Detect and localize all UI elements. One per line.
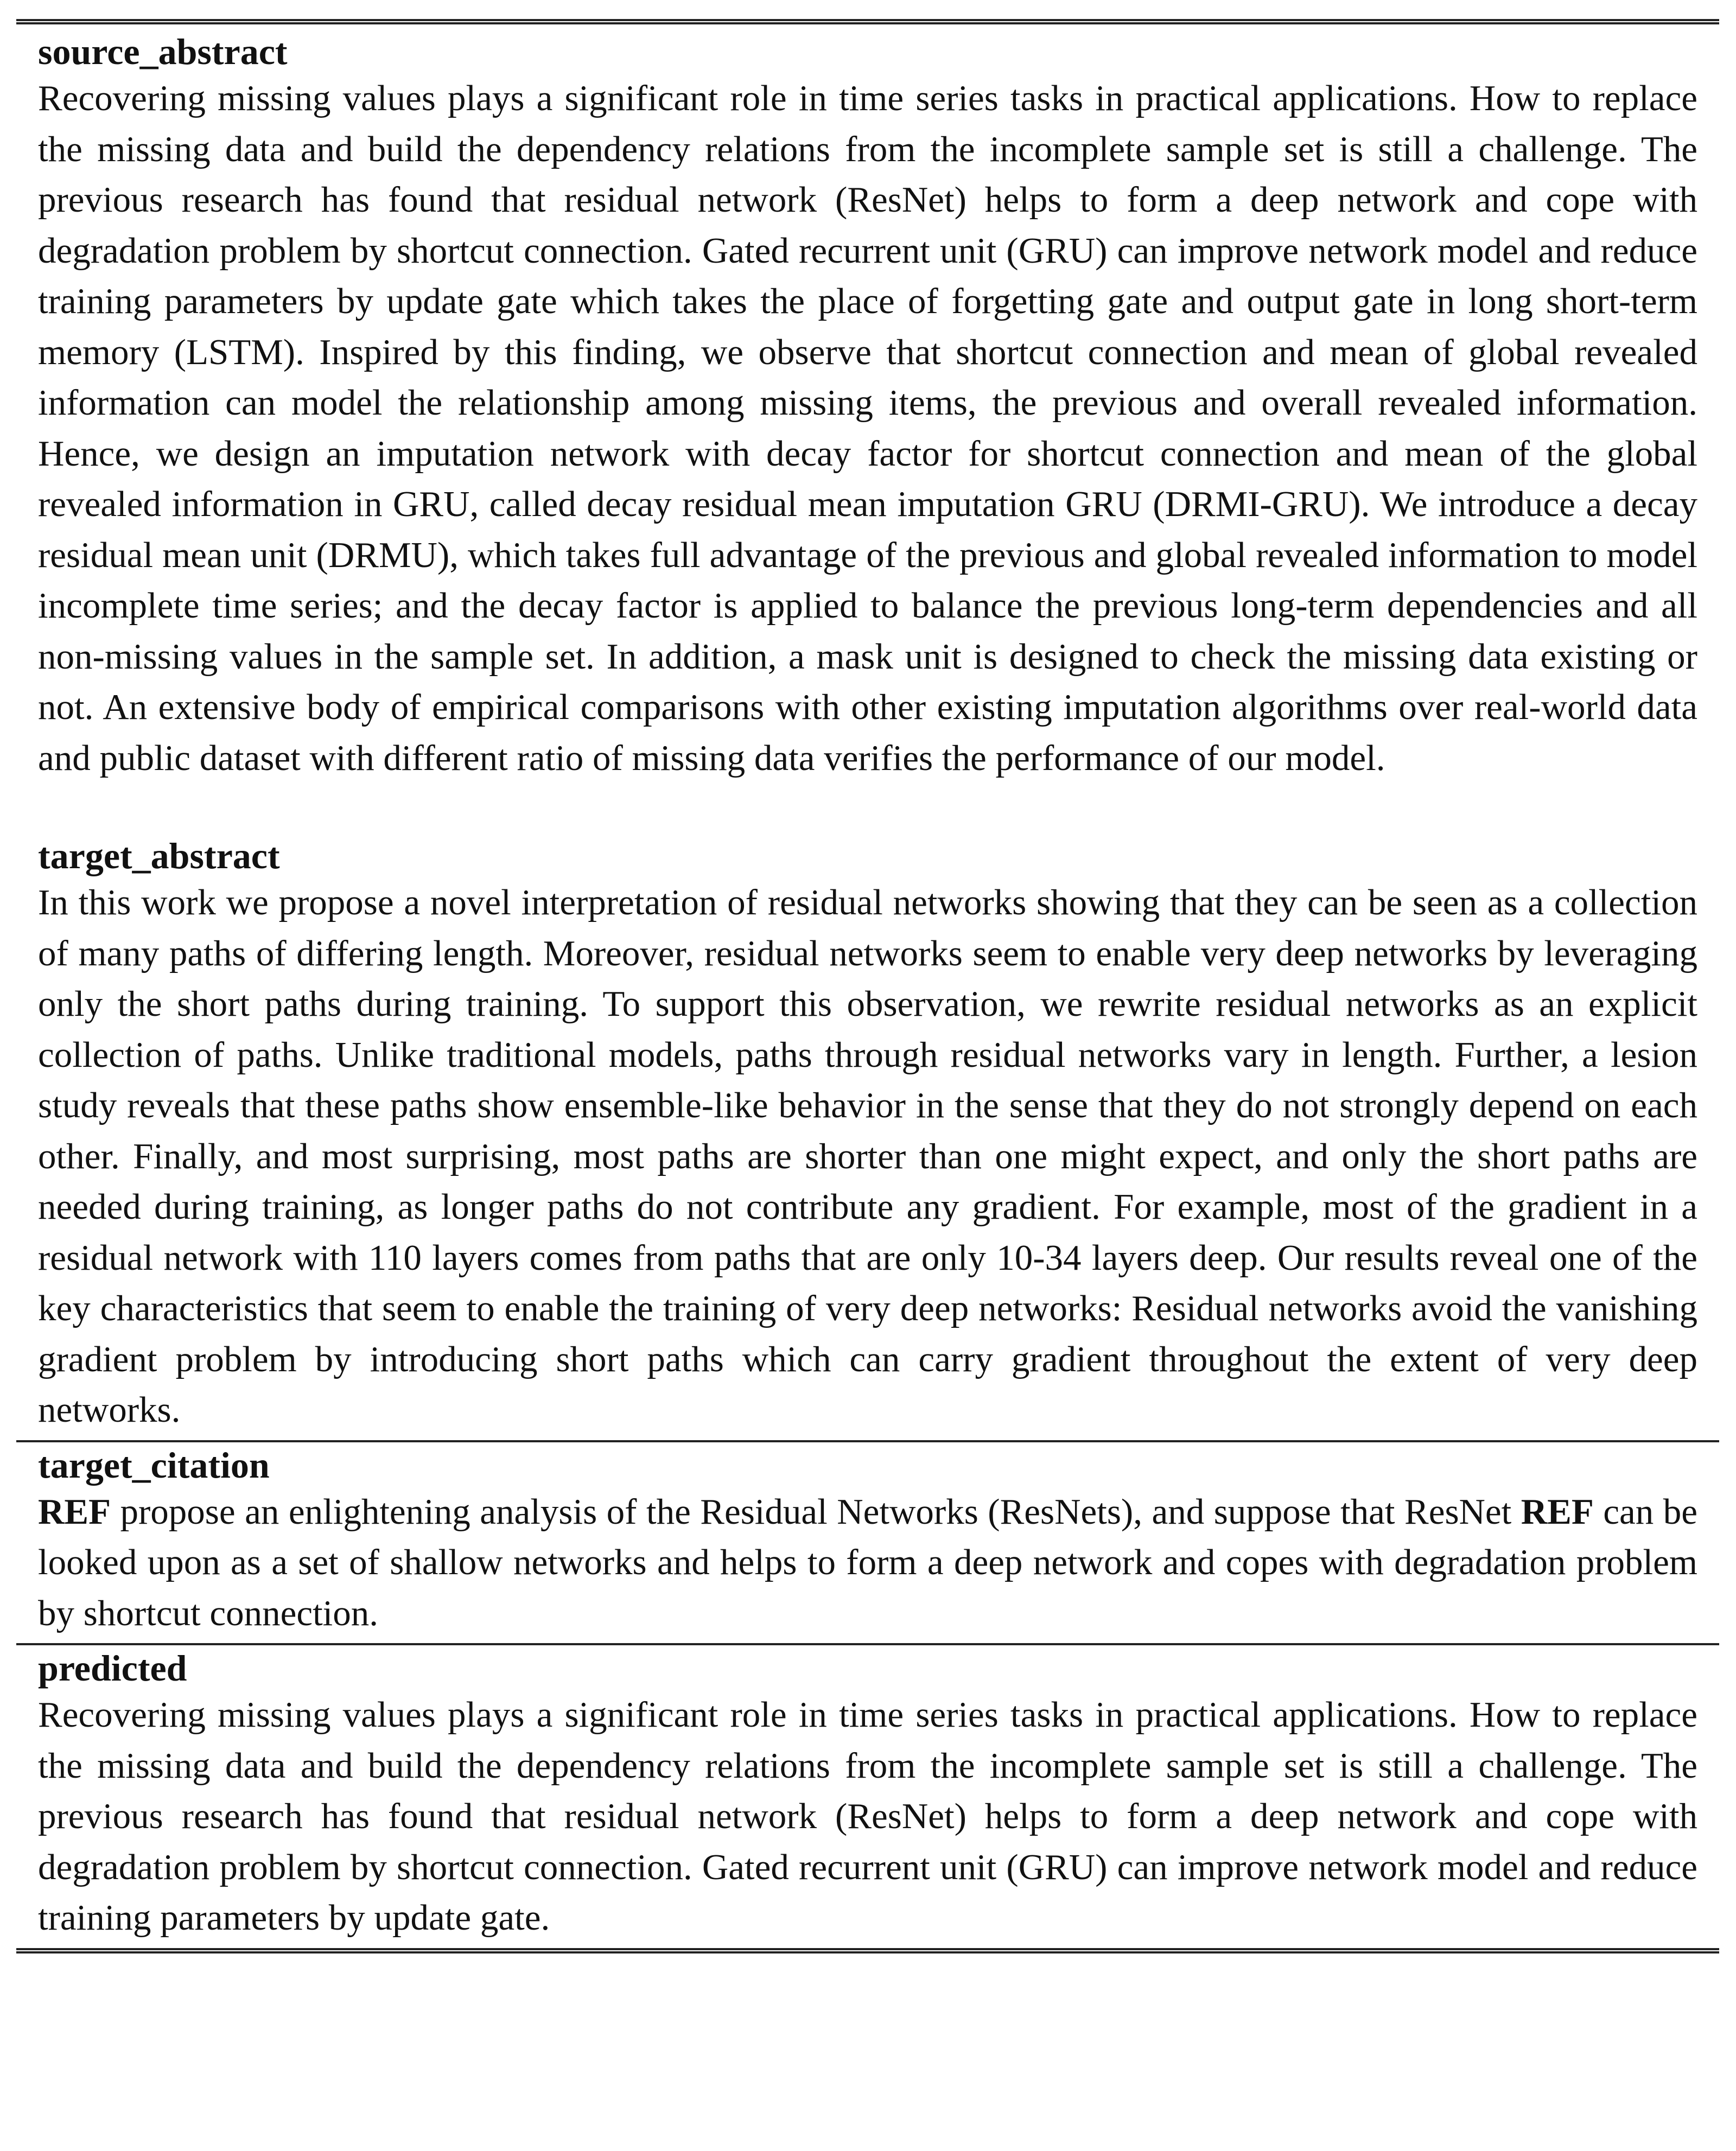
source-abstract-text: Recovering missing values plays a significant role in time series tasks in practical applications. How to replace the missing data and build the dependency relations from the incomplete sample set is still a challenge. The previous research has found that residual network (ResNet) helps to form a deep network and cope with degradation problem by shortcut connection. Gated recurrent unit (GRU) can improve network model and reduce training parameters by update gate which takes the place of forgetting gate and output gate in long short-term memory (LSTM). Inspired by this finding, we observe that shortcut connection and mean of global revealed information can model the relationship among missing items, the previous and overall revealed information. Hence, we design an imputation network with decay factor for shortcut connection and mean of the global revealed information in GRU, called decay residual mean imputation GRU (DRMI-GRU). We introduce a decay residual mean unit (DRMU), which takes full advantage of the previous and global revealed information to model incomplete time series; and the decay factor is applied to balance the previous long-term dependencies and all non-missing values in the sample set. In addition, a mask unit is designed to check the missing data existing or not. An extensive body of empirical comparisons with other existing imputation algorithms over real-world data and public dataset with different ratio of missing data verifies the performance of our model.: [38, 78, 1697, 778]
ref-marker: REF: [38, 1491, 111, 1532]
predicted-text: Recovering missing values plays a significant role in time series tasks in practical applications. How to replace the missing data and build the dependency relations from the incomplete sample set is still a challenge. The previous research has found that residual network (ResNet) helps to form a deep network and cope with degradation problem by shortcut connection. Gated recurrent unit (GRU) can improve network model and reduce training parameters by update gate.: [38, 1695, 1697, 1938]
section-spacer: [38, 784, 1697, 834]
target-abstract-heading: target_abstract: [38, 835, 280, 876]
source-abstract-section: [16, 24, 1719, 834]
predicted-heading: predicted: [38, 1647, 187, 1689]
target-abstract-text: In this work we propose a novel interpretation of residual networks showing that they can be seen as a collection of many paths of differing length. Moreover, residual networks seem to enable very deep networks by leveraging only the short paths during training. To support this observation, we rewrite residual networks as an explicit collection of paths. Unlike traditional models, paths through residual networks vary in length. Further, a lesion study reveals that these paths show ensemble-like behavior in the sense that they do not strongly depend on each other. Finally, and most surprising, most paths are shorter than one might expect, and only the short paths are needed during training, as longer paths do not contribute any gradient. For example, most of the gradient in a residual network with 110 layers comes from paths that are only 10-34 layers deep. Our results reveal one of the key characteristics that seem to enable the training of very deep networks: Residual networks avoid the vanishing gradient problem by introducing short paths which can carry gradient throughout the extent of very deep networks.: [38, 882, 1697, 1430]
target-citation-heading: target_citation: [38, 1444, 270, 1486]
target-citation-section: [16, 1442, 1719, 1644]
ref-marker: REF: [1521, 1491, 1594, 1532]
top-double-rule: [16, 19, 1719, 24]
target-citation-text: [38, 1487, 1697, 1644]
comparison-table: [16, 19, 1719, 1953]
citation-fragment: can be looked upon as a set of shallow networks and helps to form a deep network and copes with degradation problem by shortcut connection.: [38, 1491, 1697, 1633]
target-abstract-section: [16, 834, 1719, 1440]
citation-fragment: propose an enlightening analysis of the Residual Networks (ResNets), and suppose that ResNet: [111, 1491, 1521, 1532]
source-abstract-heading: source_abstract: [38, 31, 288, 72]
predicted-section: [16, 1645, 1719, 1948]
bottom-double-rule: [16, 1948, 1719, 1953]
